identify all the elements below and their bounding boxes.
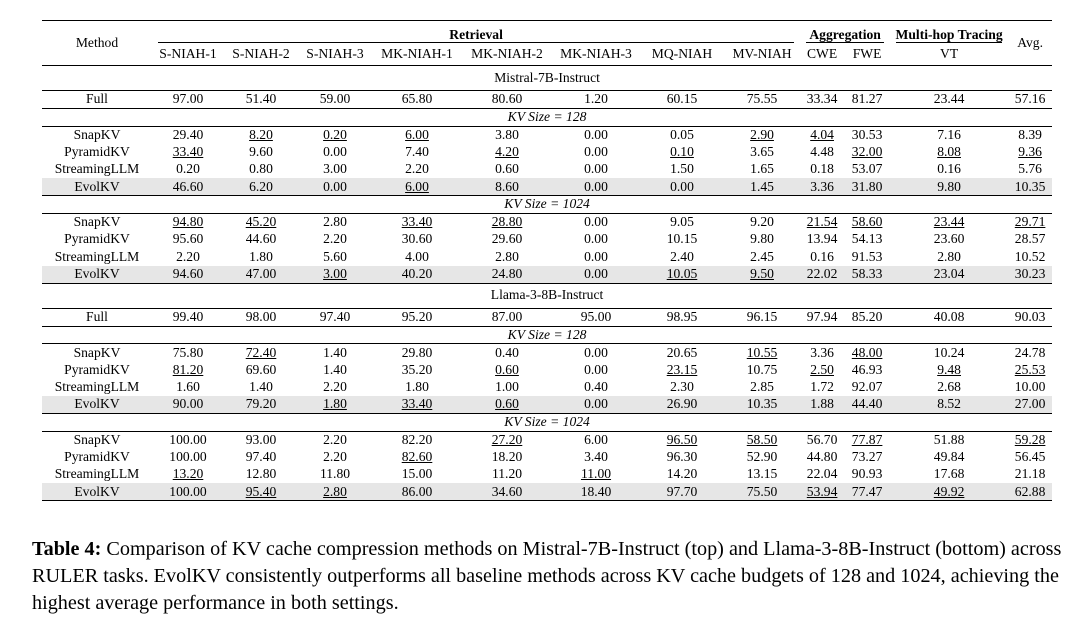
table-cell: 0.00: [552, 266, 640, 284]
table-cell: 0.00: [552, 396, 640, 414]
method-name: PyramidKV: [64, 144, 130, 160]
method-name: StreamingLLM: [54, 466, 140, 482]
table-cell: 30.53: [844, 126, 890, 144]
table-cell: 44.80: [806, 449, 838, 465]
table-cell: 13.15: [746, 466, 778, 482]
table-cell: 2.50: [810, 361, 834, 377]
table-cell: 79.20: [224, 396, 298, 414]
table-cell: 1.72: [810, 379, 834, 395]
table-cell: 0.60: [495, 361, 519, 377]
table-cell: 100.00: [152, 431, 224, 449]
table-row: [42, 248, 1052, 265]
method-name: SnapKV: [42, 344, 152, 362]
table-cell: 73.27: [851, 449, 883, 465]
table-cell: 72.40: [224, 344, 298, 362]
table-cell: 1.20: [552, 91, 640, 109]
table-cell: 48.00: [844, 344, 890, 362]
method-name: StreamingLLM: [54, 248, 140, 264]
table-cell: 29.80: [372, 344, 462, 362]
header-col: MQ-NIAH: [651, 45, 713, 61]
table-cell: 17.68: [933, 466, 965, 482]
table-cell: 47.00: [224, 266, 298, 284]
table-cell: 10.52: [1014, 248, 1046, 264]
table-cell: 23.44: [890, 213, 1008, 231]
table-cell: 2.85: [750, 379, 774, 395]
header-col: MK-NIAH-2: [471, 45, 543, 61]
table-cell: 10.35: [1008, 178, 1052, 196]
table-cell: 10.00: [1014, 379, 1046, 395]
table-cell: 33.40: [372, 396, 462, 414]
results-table-body: [42, 66, 1052, 501]
table-cell: 97.00: [152, 91, 224, 109]
table-cell: 4.00: [405, 248, 429, 264]
caption-text: Comparison of KV cache compression methods on Mistral-7B-Instruct (top) and Llama-3-8B-Instruct (bottom) across RULER tasks. EvolKV consistently outperforms all baseline methods across KV cache budgets of 128 and 1024, achieving the highest average performance in both settings.: [32, 538, 1062, 614]
table-cell: 58.50: [724, 431, 800, 449]
table-row: [42, 213, 1052, 231]
table-cell: 28.57: [1014, 231, 1046, 247]
table-cell: 1.40: [323, 361, 347, 377]
table-cell: 57.16: [1008, 91, 1052, 109]
header-col: FWE: [852, 45, 882, 61]
table-cell: 51.88: [890, 431, 1008, 449]
table-cell: 100.00: [169, 449, 207, 465]
table-cell: 75.50: [724, 483, 800, 501]
table-cell: 13.94: [806, 231, 838, 247]
header-avg: Avg.: [1008, 21, 1052, 66]
table-cell: 2.20: [405, 161, 429, 177]
table-cell: 2.30: [670, 379, 694, 395]
table-cell: 96.50: [640, 431, 724, 449]
header-col: VT: [940, 45, 959, 61]
table-cell: 28.80: [462, 213, 552, 231]
table-cell: 94.80: [152, 213, 224, 231]
method-name: SnapKV: [42, 126, 152, 144]
table-row-full: [42, 91, 1052, 109]
method-name: SnapKV: [42, 213, 152, 231]
table-cell: 2.80: [495, 248, 519, 264]
table-cell: 2.80: [298, 213, 372, 231]
table-cell: 0.60: [462, 396, 552, 414]
table-cell: 10.15: [666, 231, 698, 247]
table-cell: 2.80: [937, 248, 961, 264]
table-cell: 100.00: [152, 483, 224, 501]
kv-size-label: KV Size = 1024: [42, 414, 1052, 432]
table-cell: 8.39: [1008, 126, 1052, 144]
table-cell: 97.70: [640, 483, 724, 501]
caption-label: Table 4:: [32, 538, 102, 560]
table-cell: 18.20: [491, 449, 523, 465]
table-cell: 27.00: [1008, 396, 1052, 414]
method-name: Full: [42, 308, 152, 326]
table-cell: 95.60: [172, 231, 204, 247]
table-cell: 21.18: [1014, 466, 1046, 482]
table-cell: 0.00: [640, 178, 724, 196]
table-cell: 77.47: [844, 483, 890, 501]
section-title: Mistral-7B-Instruct: [42, 66, 1052, 91]
table-cell: 0.00: [584, 161, 608, 177]
table-cell: 2.20: [323, 231, 347, 247]
table-cell: 9.20: [724, 213, 800, 231]
method-name: StreamingLLM: [54, 161, 140, 177]
table-cell: 14.20: [666, 466, 698, 482]
table-cell: 60.15: [640, 91, 724, 109]
table-cell: 29.40: [152, 126, 224, 144]
header-col: MK-NIAH-1: [381, 45, 453, 61]
table-cell: 6.20: [224, 178, 298, 196]
table-cell: 81.27: [844, 91, 890, 109]
header-group-multihop: Multi-hop Tracing: [890, 21, 1008, 44]
table-cell: 0.60: [495, 161, 519, 177]
kv-size-row: [42, 109, 1052, 127]
table-row: [42, 126, 1052, 144]
table-cell: 62.88: [1008, 483, 1052, 501]
table-cell: 90.93: [851, 466, 883, 482]
kv-size-row: [42, 196, 1052, 214]
table-cell: 40.08: [890, 308, 1008, 326]
table-row: [42, 144, 1052, 161]
method-name: EvolKV: [42, 396, 152, 414]
method-name: PyramidKV: [64, 231, 130, 247]
table-cell: 33.40: [172, 144, 204, 160]
table-cell: 46.60: [152, 178, 224, 196]
table-cell: 4.04: [800, 126, 844, 144]
table-cell: 59.00: [298, 91, 372, 109]
table-row: [42, 466, 1052, 483]
table-cell: 9.80: [750, 231, 774, 247]
table-cell: 85.20: [844, 308, 890, 326]
table-row: [42, 362, 1052, 379]
table-cell: 82.20: [372, 431, 462, 449]
table-cell: 22.04: [806, 466, 838, 482]
table-cell: 26.90: [640, 396, 724, 414]
table-cell: 24.78: [1008, 344, 1052, 362]
table-cell: 9.48: [937, 361, 961, 377]
table-cell: 15.00: [401, 466, 433, 482]
table-cell: 10.24: [890, 344, 1008, 362]
table-cell: 0.00: [323, 144, 347, 160]
table-cell: 53.94: [800, 483, 844, 501]
table-cell: 2.20: [323, 449, 347, 465]
header-col: MK-NIAH-3: [560, 45, 632, 61]
table-row: [42, 161, 1052, 178]
table-cell: 29.60: [491, 231, 523, 247]
table-cell: 0.00: [552, 126, 640, 144]
table-cell: 1.00: [495, 379, 519, 395]
table-cell: 18.40: [552, 483, 640, 501]
table-cell: 98.00: [224, 308, 298, 326]
table-row: [42, 431, 1052, 449]
table-cell: 2.68: [937, 379, 961, 395]
table-row-full: [42, 308, 1052, 326]
header-col: S-NIAH-2: [232, 45, 290, 61]
table-cell: 1.60: [176, 379, 200, 395]
table-row: [42, 449, 1052, 466]
table-cell: 1.40: [298, 344, 372, 362]
table-cell: 8.20: [224, 126, 298, 144]
table-cell: 97.40: [245, 449, 277, 465]
table-cell: 1.80: [298, 396, 372, 414]
table-cell: 44.40: [844, 396, 890, 414]
table-cell: 2.20: [298, 431, 372, 449]
table-cell: 3.00: [298, 266, 372, 284]
table-cell: 0.00: [552, 344, 640, 362]
table-cell: 4.48: [810, 144, 834, 160]
table-cell: 45.20: [224, 213, 298, 231]
table-cell: 75.55: [724, 91, 800, 109]
table-cell: 1.65: [750, 161, 774, 177]
table-row: [42, 344, 1052, 362]
table-cell: 22.02: [800, 266, 844, 284]
table-cell: 3.36: [800, 344, 844, 362]
table-cell: 24.80: [462, 266, 552, 284]
table-row: [42, 396, 1052, 414]
table-cell: 0.16: [810, 248, 834, 264]
table-cell: 0.05: [640, 126, 724, 144]
table-cell: 1.40: [249, 379, 273, 395]
table-cell: 7.16: [890, 126, 1008, 144]
table-cell: 34.60: [462, 483, 552, 501]
method-name: EvolKV: [42, 266, 152, 284]
table-cell: 75.80: [152, 344, 224, 362]
table-row: [42, 178, 1052, 196]
header-col: MV-NIAH: [732, 45, 792, 61]
table-cell: 92.07: [851, 379, 883, 395]
table-cell: 9.80: [890, 178, 1008, 196]
table-cell: 77.87: [844, 431, 890, 449]
table-cell: 9.05: [640, 213, 724, 231]
table-cell: 96.15: [724, 308, 800, 326]
table-cell: 30.60: [401, 231, 433, 247]
table-cell: 3.65: [750, 144, 774, 160]
results-table-container: [42, 20, 1052, 501]
header-col: CWE: [806, 45, 838, 61]
table-cell: 69.60: [245, 361, 277, 377]
table-row: [42, 379, 1052, 396]
method-name: EvolKV: [42, 483, 152, 501]
table-cell: 46.93: [851, 361, 883, 377]
table-cell: 0.00: [584, 144, 608, 160]
table-cell: 1.80: [405, 379, 429, 395]
table-cell: 3.36: [800, 178, 844, 196]
table-cell: 30.23: [1008, 266, 1052, 284]
table-cell: 90.00: [152, 396, 224, 414]
table-cell: 11.80: [319, 466, 351, 482]
kv-size-row: [42, 414, 1052, 432]
table-cell: 2.20: [323, 379, 347, 395]
method-name: PyramidKV: [64, 361, 130, 377]
table-cell: 97.94: [800, 308, 844, 326]
table-cell: 86.00: [372, 483, 462, 501]
section-header-row: [42, 66, 1052, 91]
table-cell: 0.16: [937, 161, 961, 177]
table-cell: 31.80: [844, 178, 890, 196]
table-cell: 1.45: [724, 178, 800, 196]
table-cell: 23.44: [890, 91, 1008, 109]
header-col: S-NIAH-1: [159, 45, 217, 61]
table-cell: 0.00: [298, 178, 372, 196]
table-cell: 8.60: [462, 178, 552, 196]
table-cell: 95.20: [372, 308, 462, 326]
table-cell: 3.40: [584, 449, 608, 465]
table-cell: 90.03: [1008, 308, 1052, 326]
kv-size-label: KV Size = 128: [42, 109, 1052, 127]
table-cell: 44.60: [245, 231, 277, 247]
table-cell: 6.00: [372, 126, 462, 144]
table-cell: 0.20: [176, 161, 200, 177]
table-cell: 11.00: [580, 466, 612, 482]
section-title: Llama-3-8B-Instruct: [42, 283, 1052, 308]
table-cell: 95.00: [552, 308, 640, 326]
table-row: [42, 483, 1052, 501]
table-cell: 0.10: [670, 144, 694, 160]
table-cell: 35.20: [401, 361, 433, 377]
table-cell: 58.33: [844, 266, 890, 284]
table-cell: 95.40: [224, 483, 298, 501]
table-cell: 99.40: [152, 308, 224, 326]
table-cell: 21.54: [800, 213, 844, 231]
table-cell: 96.30: [666, 449, 698, 465]
table-cell: 8.52: [890, 396, 1008, 414]
table-cell: 9.60: [249, 144, 273, 160]
table-cell: 49.92: [890, 483, 1008, 501]
table-cell: 59.28: [1008, 431, 1052, 449]
table-cell: 52.90: [746, 449, 778, 465]
table-cell: 23.04: [890, 266, 1008, 284]
table-cell: 0.00: [584, 231, 608, 247]
table-cell: 23.15: [666, 361, 698, 377]
method-name: EvolKV: [42, 178, 152, 196]
table-cell: 3.00: [323, 161, 347, 177]
table-cell: 0.40: [584, 379, 608, 395]
table-cell: 0.40: [462, 344, 552, 362]
table-cell: 5.76: [1018, 161, 1042, 177]
table-cell: 40.20: [372, 266, 462, 284]
table-cell: 98.95: [640, 308, 724, 326]
table-cell: 33.40: [372, 213, 462, 231]
table-cell: 10.75: [746, 361, 778, 377]
kv-size-row: [42, 326, 1052, 344]
table-cell: 91.53: [851, 248, 883, 264]
table-cell: 58.60: [844, 213, 890, 231]
table-cell: 97.40: [298, 308, 372, 326]
table-cell: 2.90: [724, 126, 800, 144]
table-cell: 56.45: [1014, 449, 1046, 465]
table-cell: 4.20: [495, 144, 519, 160]
table-cell: 9.50: [724, 266, 800, 284]
table-cell: 10.05: [640, 266, 724, 284]
kv-size-label: KV Size = 1024: [42, 196, 1052, 214]
table-cell: 56.70: [800, 431, 844, 449]
table-cell: 1.80: [249, 248, 273, 264]
method-name: Full: [42, 91, 152, 109]
table-cell: 1.88: [800, 396, 844, 414]
table-cell: 0.20: [298, 126, 372, 144]
table-cell: 2.20: [176, 248, 200, 264]
table-cell: 0.00: [552, 178, 640, 196]
table-cell: 0.00: [552, 213, 640, 231]
table-caption: [32, 536, 1062, 617]
table-row: [42, 266, 1052, 284]
table-cell: 33.34: [800, 91, 844, 109]
table-cell: 9.36: [1018, 144, 1042, 160]
table-cell: 54.13: [851, 231, 883, 247]
table-cell: 2.40: [670, 248, 694, 264]
method-name: SnapKV: [42, 431, 152, 449]
table-cell: 10.55: [724, 344, 800, 362]
table-cell: 6.00: [372, 178, 462, 196]
table-cell: 81.20: [172, 361, 204, 377]
section-header-row: [42, 283, 1052, 308]
table-cell: 32.00: [851, 144, 883, 160]
table-cell: 20.65: [640, 344, 724, 362]
table-cell: 93.00: [224, 431, 298, 449]
header-method: Method: [42, 21, 152, 66]
table-cell: 0.18: [810, 161, 834, 177]
table-cell: 0.00: [584, 361, 608, 377]
method-name: PyramidKV: [64, 449, 130, 465]
table-cell: 2.80: [298, 483, 372, 501]
table-cell: 23.60: [933, 231, 965, 247]
table-cell: 1.50: [670, 161, 694, 177]
results-table: [42, 20, 1052, 501]
header-group-aggregation: Aggregation: [800, 21, 890, 44]
table-cell: 3.80: [462, 126, 552, 144]
table-cell: 5.60: [323, 248, 347, 264]
table-cell: 12.80: [245, 466, 277, 482]
table-cell: 51.40: [224, 91, 298, 109]
table-cell: 82.60: [401, 449, 433, 465]
table-cell: 0.80: [249, 161, 273, 177]
table-cell: 94.60: [152, 266, 224, 284]
table-cell: 10.35: [724, 396, 800, 414]
table-cell: 13.20: [172, 466, 204, 482]
table-cell: 53.07: [851, 161, 883, 177]
table-cell: 2.45: [750, 248, 774, 264]
method-name: StreamingLLM: [54, 379, 140, 395]
table-cell: 65.80: [372, 91, 462, 109]
table-cell: 49.84: [933, 449, 965, 465]
table-cell: 8.08: [937, 144, 961, 160]
table-cell: 29.71: [1008, 213, 1052, 231]
table-row: [42, 231, 1052, 248]
table-cell: 0.00: [584, 248, 608, 264]
table-cell: 25.53: [1014, 361, 1046, 377]
table-cell: 80.60: [462, 91, 552, 109]
kv-size-label: KV Size = 128: [42, 326, 1052, 344]
header-col: S-NIAH-3: [306, 45, 364, 61]
header-group-retrieval: Retrieval: [152, 21, 800, 44]
table-cell: 6.00: [552, 431, 640, 449]
table-cell: 87.00: [462, 308, 552, 326]
table-cell: 27.20: [462, 431, 552, 449]
table-cell: 11.20: [491, 466, 523, 482]
table-cell: 7.40: [405, 144, 429, 160]
